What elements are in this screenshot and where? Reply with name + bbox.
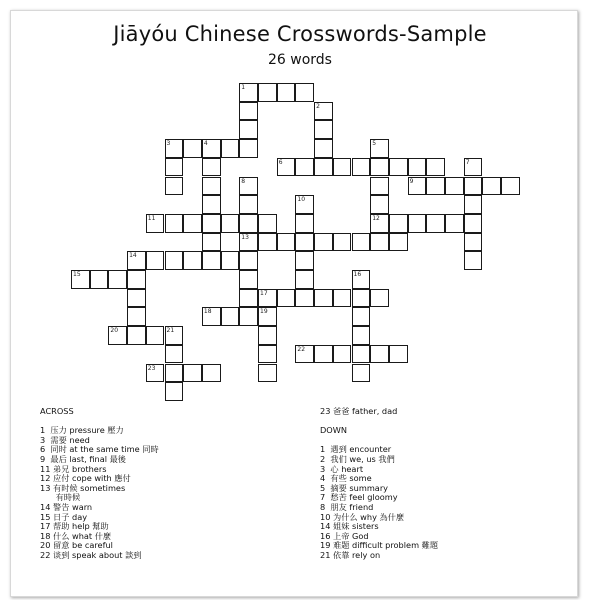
grid-cell[interactable] [426,214,445,233]
grid-cell[interactable] [408,214,427,233]
clue-across: 17 帮助 help 幫助 [40,521,109,532]
grid-cell[interactable] [277,233,296,252]
clue-across: 3 需要 need [40,434,90,445]
grid-cell[interactable] [239,120,258,139]
grid-cell[interactable] [464,251,483,270]
grid-cell[interactable] [183,214,202,233]
grid-cell[interactable] [389,345,408,364]
clue-down: 1 遇到 encounter [320,444,392,455]
clue-down: 14 姐妹 sisters [320,521,379,532]
grid-cell[interactable] [183,139,202,158]
clue-down: 21 依靠 rely on [320,549,381,560]
grid-cell[interactable] [314,345,333,364]
clue-number: 9 [409,177,414,185]
grid-cell[interactable] [258,83,277,102]
grid-cell[interactable] [221,139,240,158]
grid-cell[interactable] [202,214,221,233]
clue-number: 5 [372,140,377,148]
grid-cell[interactable] [108,270,127,289]
grid-cell[interactable] [239,251,258,270]
clue-down: 19 难题 difficult problem 難題 [320,540,439,551]
grid-cell[interactable] [370,158,389,177]
clue-across: 22 谈到 speak about 談到 [40,549,142,560]
grid-cell[interactable] [333,158,352,177]
grid-cell[interactable] [146,251,165,270]
clue-number: 16 [353,271,362,278]
clue-down: 7 愁苦 feel gloomy [320,492,398,503]
grid-cell[interactable] [370,233,389,252]
clue-across: 9 最后 last, final 最後 [40,453,126,464]
grid-cell[interactable] [165,214,184,233]
clue-number: 23 [147,364,156,372]
grid-cell[interactable] [221,214,240,233]
clue-number: 3 [166,140,171,148]
grid-cell[interactable] [464,195,483,214]
grid-cell[interactable] [426,177,445,196]
clue-across: 23 爸爸 father, dad [320,406,398,416]
grid-cell[interactable] [202,158,221,177]
grid-cell[interactable] [202,233,221,252]
grid-cell[interactable] [127,289,146,308]
grid-cell[interactable] [183,364,202,383]
clue-down: 3 心 heart [320,463,364,474]
grid-cell[interactable] [464,233,483,252]
grid-cell[interactable] [165,382,184,401]
grid-cell[interactable] [239,214,258,233]
grid-cell[interactable] [202,177,221,196]
across-clues [40,407,159,561]
clue-number: 6 [278,158,283,166]
clue-across: 有時候 [40,492,81,503]
grid-cell[interactable] [165,158,184,177]
grid-cell[interactable] [165,364,184,383]
clue-number: 20 [110,327,119,335]
clue-down: 8 朋友 friend [320,501,374,512]
clue-number: 19 [260,308,268,316]
grid-cell[interactable] [165,251,184,270]
puzzle-title: Jiāyóu Chinese Crosswords-Sample [113,22,487,46]
clue-across: 1 压力 pressure 壓力 [40,425,124,436]
grid-cell[interactable] [258,345,277,364]
grid-cell[interactable] [258,326,277,345]
grid-cell[interactable] [90,270,109,289]
grid-cell[interactable] [202,195,221,214]
grid-cell[interactable] [333,233,352,252]
clue-down: 4 有些 some [320,473,372,484]
grid-cell[interactable] [314,120,333,139]
grid-cell[interactable] [408,158,427,177]
grid-cell[interactable] [295,233,314,252]
clue-number: 22 [297,345,306,353]
grid-cell[interactable] [314,139,333,158]
clue-across: 11 弟兄 brothers [40,463,107,474]
grid-cell[interactable] [482,177,501,196]
grid-cell[interactable] [202,364,221,383]
grid-cell[interactable] [239,139,258,158]
grid-cell[interactable] [370,289,389,308]
clue-number: 7 [465,158,470,166]
grid-cell[interactable] [239,307,258,326]
grid-cell[interactable] [239,270,258,289]
grid-cell[interactable] [295,289,314,308]
grid-cell[interactable] [295,83,314,102]
grid-cell[interactable] [314,158,333,177]
grid-cell[interactable] [445,177,464,196]
grid-cell[interactable] [333,345,352,364]
clue-down: 2 我们 we, us 我們 [320,453,395,464]
clue-across: 12 应付 cope with 應付 [40,473,131,484]
grid-cell[interactable] [352,307,371,326]
down-heading: DOWN [320,425,347,436]
grid-cell[interactable] [445,214,464,233]
grid-cell[interactable] [352,364,371,383]
grid-cell[interactable] [352,158,371,177]
grid-cell[interactable] [352,233,371,252]
clue-down: 10 为什么 why 為什麼 [320,511,405,522]
right-clue-column [320,407,438,561]
grid-cell[interactable] [277,83,296,102]
clue-down: 5 摘要 summary [320,482,389,493]
grid-cell[interactable] [464,177,483,196]
grid-cell[interactable] [352,345,371,364]
grid-cell[interactable] [127,270,146,289]
clue-number: 14 [129,252,137,260]
clue-number: 15 [73,271,81,278]
grid-cell[interactable] [183,251,202,270]
grid-cell[interactable] [314,233,333,252]
clue-number: 8 [241,177,246,185]
clue-across: 6 同时 at the same time 同時 [40,444,159,455]
clue-number: 18 [203,308,212,316]
clue-number: 17 [260,289,268,297]
grid-cell[interactable] [295,158,314,177]
grid-cell[interactable] [389,158,408,177]
grid-cell[interactable] [258,364,277,383]
grid-cell[interactable] [352,326,371,345]
grid-cell[interactable] [314,289,333,308]
clue-number: 12 [372,214,380,222]
grid-cell[interactable] [370,345,389,364]
grid-cell[interactable] [333,289,352,308]
clue-across: 13 有时候 sometimes [40,482,126,493]
grid-cell[interactable] [258,233,277,252]
across-heading: ACROSS [40,406,74,416]
grid-cell[interactable] [464,214,483,233]
grid-cell[interactable] [221,251,240,270]
grid-cell[interactable] [389,214,408,233]
grid-cell[interactable] [370,195,389,214]
grid-cell[interactable] [295,270,314,289]
grid-cell[interactable] [165,177,184,196]
grid-cell[interactable] [295,251,314,270]
clue-down: 16 上帝 God [320,530,369,541]
grid-cell[interactable] [127,326,146,345]
grid-cell[interactable] [389,233,408,252]
word-count: 26 words [268,52,332,68]
clue-number: 13 [241,233,249,241]
grid-cell[interactable] [239,195,258,214]
grid-cell[interactable] [239,102,258,121]
grid-cell[interactable] [426,158,445,177]
clue-number: 21 [166,327,175,335]
grid-cell[interactable] [352,289,371,308]
grid-cell[interactable] [277,289,296,308]
grid-cell[interactable] [501,177,520,196]
grid-cell[interactable] [127,307,146,326]
grid-cell[interactable] [221,307,240,326]
grid-cell[interactable] [258,214,277,233]
grid-cell[interactable] [370,177,389,196]
clue-across: 20 留意 be careful [40,540,113,551]
clue-across: 14 警告 warn [40,501,93,512]
grid-cell[interactable] [165,345,184,364]
grid-cell[interactable] [295,214,314,233]
grid-cell[interactable] [239,289,258,308]
grid-cell[interactable] [146,326,165,345]
clue-number: 11 [147,214,156,222]
clue-number: 10 [297,196,306,204]
clue-number: 1 [241,84,246,91]
grid-cell[interactable] [202,251,221,270]
clue-number: 4 [203,140,208,148]
clue-across: 18 什么 what 什麼 [40,530,112,541]
clue-across: 15 日子 day [40,511,88,522]
clue-number: 2 [316,102,320,110]
